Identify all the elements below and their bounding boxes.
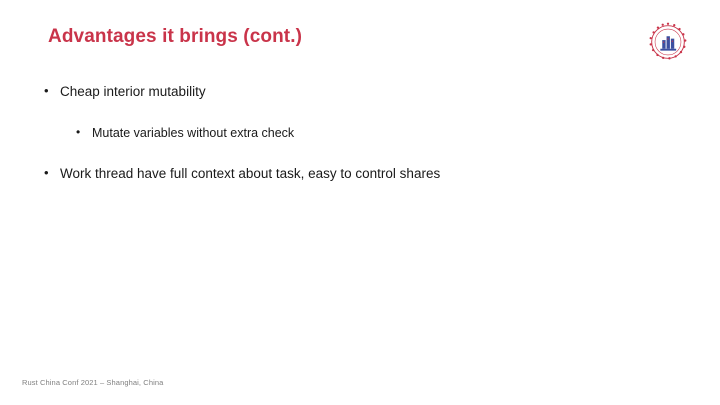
rust-china-conf-logo-icon <box>644 18 692 66</box>
list-item <box>44 82 664 102</box>
bullet-marker-icon: • <box>44 164 49 180</box>
list-item <box>44 164 664 184</box>
list-item-label: Mutate variables without extra check <box>92 125 295 140</box>
slide-footer: Rust China Conf 2021 – Shanghai, China <box>22 378 164 387</box>
bullet-marker-icon: • <box>76 124 81 139</box>
bullet-list <box>44 82 664 205</box>
list-item-label: Work thread have full context about task, easy to control shares <box>60 165 441 181</box>
bullet-marker-icon: • <box>44 83 49 98</box>
list-item-label: Cheap interior mutability <box>60 84 206 99</box>
page-title: Advantages it brings (cont.) <box>48 26 303 47</box>
list-item <box>44 124 664 142</box>
